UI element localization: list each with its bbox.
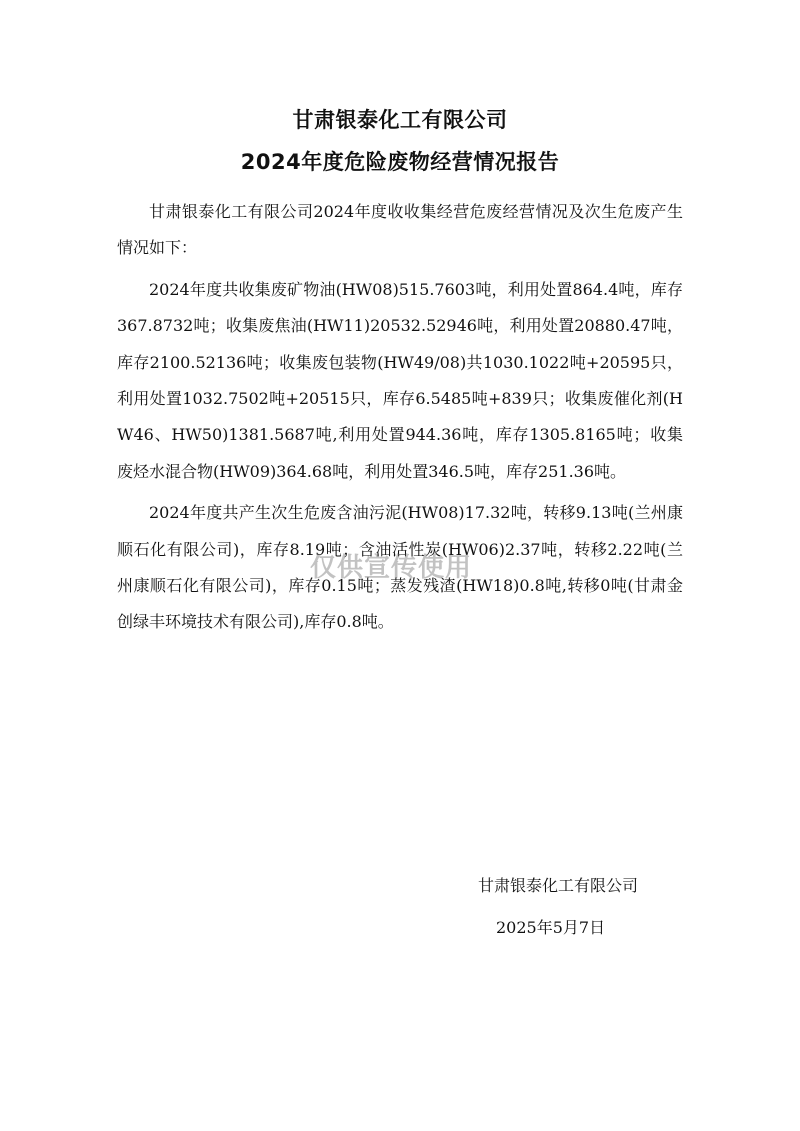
- signature-date: 2025年5月7日: [496, 918, 606, 937]
- watermark-text: 仅供宣传使用: [310, 553, 473, 583]
- signature-company: 甘肃银泰化工有限公司: [478, 876, 639, 895]
- paragraph-secondary-waste: 2024年度共产生次生危废含油污泥(HW08)17.32吨，转移9.13吨(兰州康顺石化有限公司)，库存8.19吨；含油活性炭(HW06)2.37吨，转移2.22吨(兰州康顺石化有限公司)，库存0.15吨；蒸发残渣(HW18)0.8吨,转移0吨(甘肃金创绿丰环境技术有限公司),库存0.8吨。: [117, 503, 683, 632]
- paragraph-intro: 甘肃银泰化工有限公司2024年度收收集经营危废经营情况及次生危废产生情况如下：: [117, 202, 683, 258]
- document-title-company: 甘肃银泰化工有限公司: [292, 108, 508, 132]
- document-body: [117, 194, 683, 646]
- paragraph-collection: 2024年度共收集废矿物油(HW08)515.7603吨，利用处置864.4吨，库存367.8732吨；收集废焦油(HW11)20532.52946吨，利用处置20880.47吨，库存2100.52136吨；收集废包装物(HW49/08)共1030.1022吨+20595只，利用处置1032.7502吨+20515只，库存6.5485吨+839只；收集废催化剂(HW46、HW50)1381.5687吨,利用处置944.36吨，库存1305.8165吨；收集废烃水混合物(HW09)364.68吨，利用处置346.5吨，库存251.36吨。: [117, 279, 683, 481]
- document-title-report: 2024年度危险废物经营情况报告: [240, 150, 560, 174]
